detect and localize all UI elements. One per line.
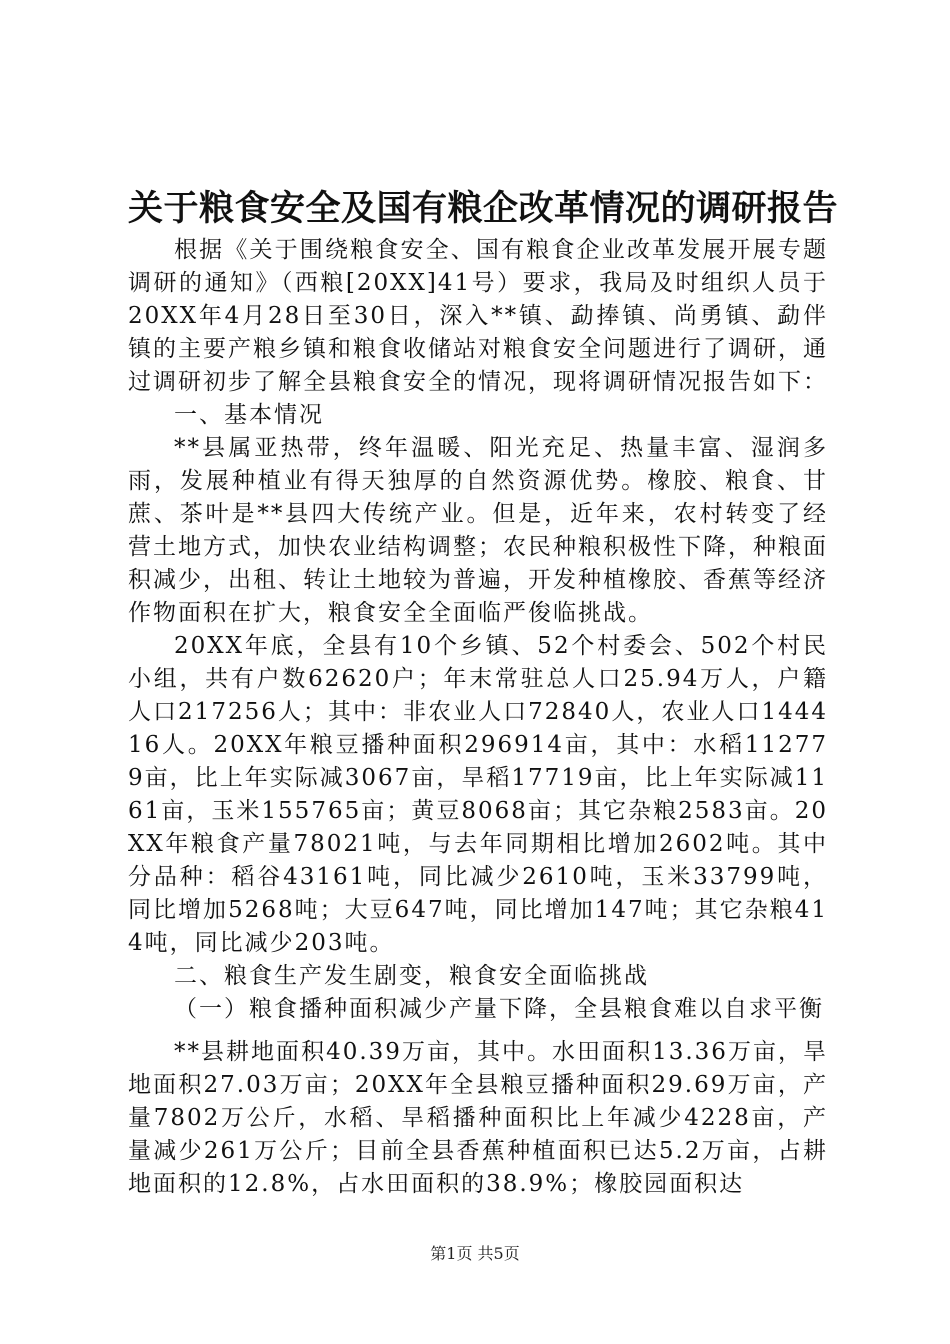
document-body	[128, 234, 828, 1201]
paragraph-intro: 根据《关于围绕粮食安全、国有粮食企业改革发展开展专题调研的通知》（西粮[20XX]41号）要求，我局及时组织人员于20XX年4月28日至30日，深入**镇、勐捧镇、尚勇镇、勐伴镇的主要产粮乡镇和粮食收储站对粮食安全问题进行了调研，通过调研初步了解全县粮食安全的情况，现将调研情况报告如下：	[128, 237, 828, 395]
page-footer: 第1页 共5页	[430, 1244, 520, 1263]
subsection-heading-area-decline: （一）粮食播种面积减少产量下降，全县粮食难以自求平衡	[174, 996, 824, 1022]
document-title: 关于粮食安全及国有粮企改革情况的调研报告	[128, 189, 839, 229]
paragraph-farmland-area: **县耕地面积40.39万亩，其中。水田面积13.36万亩，旱地面积27.03万亩；20XX年全县粮豆播种面积29.69万亩，产量7802万公斤，水稻、旱稻播种面积比上年减少4228亩，产量减少261万公斤；目前全县香蕉种植面积已达5.2万亩，占耕地面积的12.8%，占水田面积的38.9%；橡胶园面积达	[128, 1039, 828, 1197]
paragraph-county-overview: **县属亚热带，终年温暖、阳光充足、热量丰富、湿润多雨，发展种植业有得天独厚的自然资源优势。橡胶、粮食、甘蔗、茶叶是**县四大传统产业。但是，近年来，农村转变了经营土地方式，加快农业结构调整；农民种粮积极性下降，种粮面积减少，出租、转让土地较为普遍，开发种植橡胶、香蕉等经济作物面积在扩大，粮食安全全面临严俊临挑战。	[128, 435, 828, 626]
section-heading-challenges: 二、粮食生产发生剧变，粮食安全面临挑战	[174, 963, 649, 989]
section-heading-basic-situation: 一、基本情况	[174, 402, 324, 428]
paragraph-statistics: 20XX年底，全县有10个乡镇、52个村委会、502个村民小组，共有户数62620户；年末常驻总人口25.94万人，户籍人口217256人；其中：非农业人口72840人，农业人口144416人。20XX年粮豆播种面积296914亩，其中：水稻112779亩，比上年实际减3067亩，旱稻17719亩，比上年实际减1161亩，玉米155765亩；黄豆8068亩；其它杂粮2583亩。20XX年粮食产量78021吨，与去年同期相比增加2602吨。其中分品种：稻谷43161吨，同比减少2610吨，玉米33799吨，同比增加5268吨；大豆647吨，同比增加147吨；其它杂粮414吨，同比减少203吨。	[128, 633, 828, 956]
